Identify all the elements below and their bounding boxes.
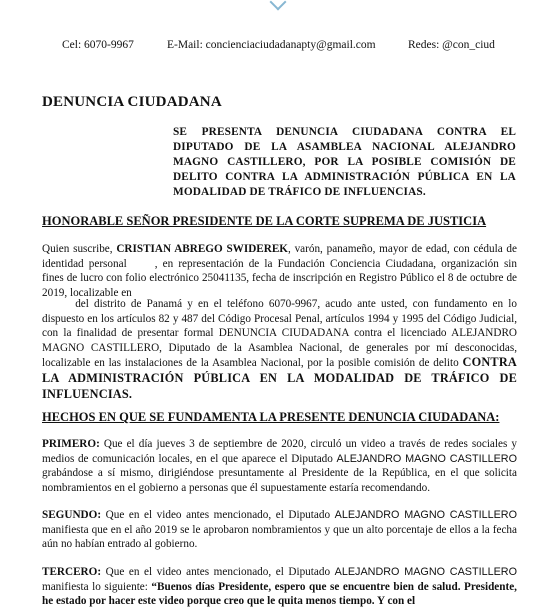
intro-text-a: Quien suscribe, bbox=[42, 243, 117, 255]
document-title: DENUNCIA CIUDADANA bbox=[42, 94, 222, 110]
facts-heading: HECHOS EN QUE SE FUNDAMENTA LA PRESENTE DENUNCIA CIUDADANA: bbox=[42, 410, 500, 424]
intro-paragraph bbox=[42, 242, 517, 300]
fact-text-a: Que en el video antes mencionado, el Diputado bbox=[101, 509, 335, 521]
contact-email: E-Mail: concienciaciudadanapty@gmail.com bbox=[167, 39, 376, 51]
complainant-name: CRISTIAN ABREGO SWIDEREK bbox=[116, 243, 289, 255]
fact-text-a: Que el día jueves 3 de septiembre de 2020, circuló un video a través de redes sociales y medios de comunicación locales, en el que aparece el Diputado bbox=[42, 438, 517, 465]
fact-text-b: manifiesta que en el año 2019 se le aprobaron nombramientos y que un alto porcentaje de ellos a la fecha aún no habían entrado al gobierno. bbox=[42, 523, 517, 551]
fact-text-b: manifiesta lo siguiente: bbox=[42, 580, 152, 593]
fact-primero bbox=[42, 437, 517, 495]
deputy-name: ALEJANDRO MAGNO CASTILLERO bbox=[334, 566, 518, 578]
intro-text-b: , varón, panameño, mayor de edad, con cédula de identidad personal bbox=[42, 243, 517, 270]
contact-phone: Cel: 6070-9967 bbox=[62, 39, 134, 51]
fact-label: TERCERO: bbox=[42, 566, 102, 578]
deputy-name: ALEJANDRO MAGNO CASTILLERO bbox=[336, 452, 517, 465]
fact-segundo bbox=[42, 508, 517, 552]
deputy-quote: “Buenos días Presidente, espero que se encuentre bien de salud. Presidente, he estado por hacer este video porque creo que le quita menos tiempo. Y con el bbox=[42, 580, 517, 608]
addressee-heading: HONORABLE SEÑOR PRESIDENTE DE LA CORTE SUPREMA DE JUSTICIA bbox=[42, 214, 487, 228]
deputy-name: ALEJANDRO MAGNO CASTILLERO bbox=[334, 509, 518, 521]
fact-text-a: Que en el video antes mencionado, el Diputado bbox=[101, 566, 335, 578]
intro-text-c: , en representación de la Fundación Conciencia Ciudadana, organización sin fines de lucro con folio electrónico 25041135, fecha de inscripción en Registro Público el 8 de octubre de 2019, localizable en bbox=[42, 257, 518, 299]
fact-tercero bbox=[42, 565, 517, 609]
fact-label: SEGUNDO: bbox=[42, 509, 102, 521]
document-summary: SE PRESENTA DENUNCIA CIUDADANA CONTRA EL DIPUTADO DE LA ASAMBLEA NACIONAL ALEJANDRO MAGNO CASTILLERO, POR LA POSIBLE COMISIÓN DE DELITO CONTRA LA ADMINISTRACIÓN PÚBLICA EN LA MODALIDAD DE TRÁFICO DE INFLUENCIAS. bbox=[173, 126, 516, 198]
fact-text-b: grabándose a sí mismo, dirigiéndose presuntamente al Presidente de la República, en el que solicita nombramientos en el gobierno a personas que él supuestamente estaría recomendando. bbox=[42, 467, 517, 494]
letterhead-logo-fragment bbox=[270, 0, 287, 10]
contact-social: Redes: @con_ciud bbox=[408, 39, 495, 51]
fact-label: PRIMERO: bbox=[42, 438, 100, 450]
contact-header bbox=[0, 39, 560, 55]
complaint-offense: CONTRA LA ADMINISTRACIÓN PÚBLICA EN LA MODALIDAD DE TRÁFICO DE INFLUENCIAS. bbox=[42, 355, 517, 401]
complaint-text-a: del distrito de Panamá y en el teléfono 6070-9967, acudo ante usted, con fundamento en lo dispuesto en los artículos 82 y 487 del Código Procesal Penal, artículos 1994 y 1995 del Código Judicial, con la finalidad de presentar formal DENUNCIA CIUDADANA contra el licenciado ALEJANDRO MAGNO CASTILLERO, Diputado de la Asamblea Nacional, de generales por mí desconocidas, localizable en las instalaciones de la Asamblea Nacional, por la posible comisión de delito bbox=[42, 298, 517, 370]
complaint-paragraph bbox=[42, 297, 517, 402]
